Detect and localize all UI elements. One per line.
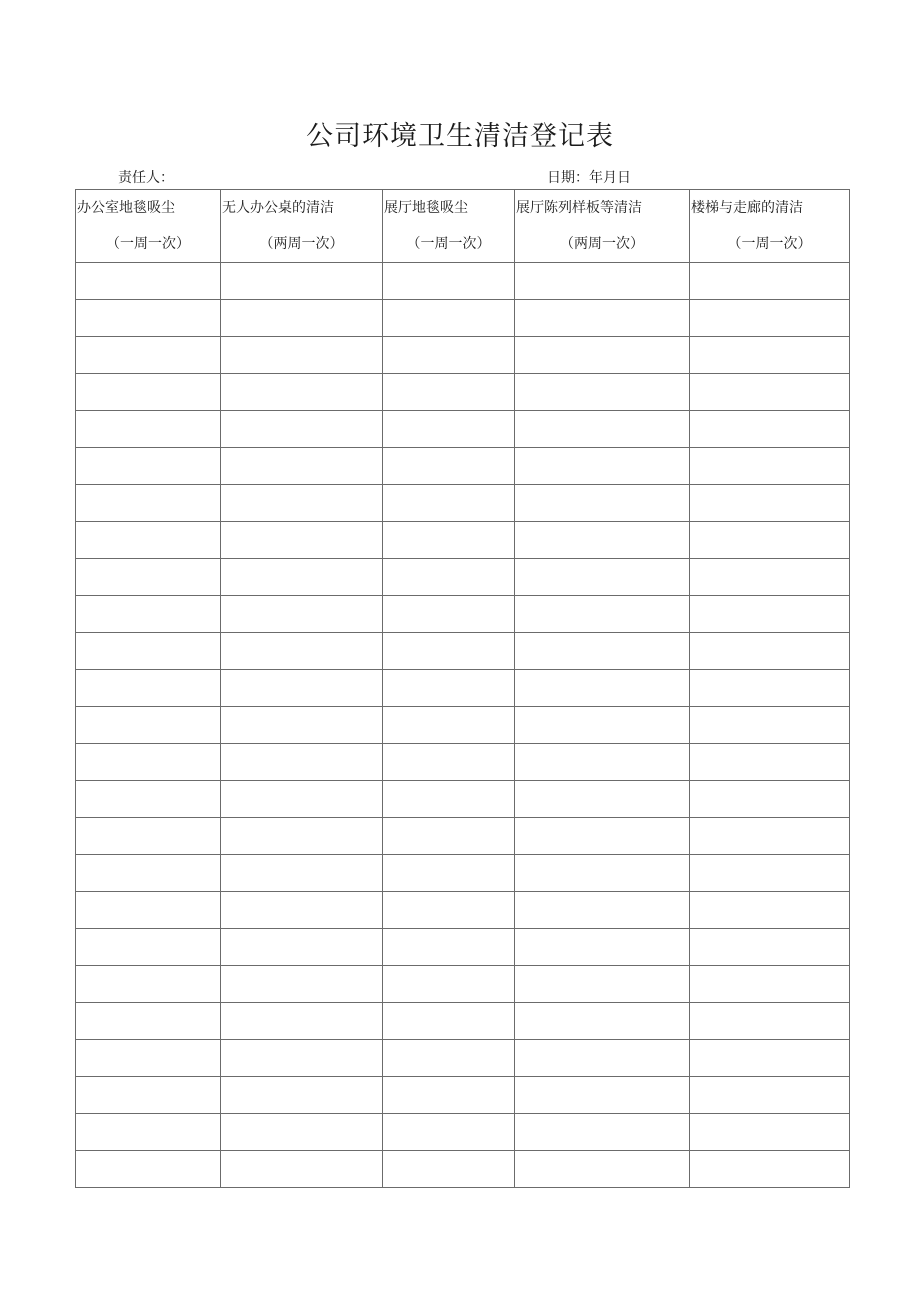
table-cell <box>383 300 515 337</box>
table-cell <box>515 263 690 300</box>
table-cell <box>76 596 221 633</box>
table-cell <box>383 892 515 929</box>
table-cell <box>221 1151 383 1188</box>
table-cell <box>221 485 383 522</box>
table-cell <box>383 485 515 522</box>
header-cell-carpet-showroom <box>383 190 515 263</box>
table-cell <box>690 374 850 411</box>
table-cell <box>383 929 515 966</box>
table-row <box>76 485 850 522</box>
table-cell <box>221 929 383 966</box>
table-cell <box>690 929 850 966</box>
table-row <box>76 522 850 559</box>
table-cell <box>515 559 690 596</box>
table-cell <box>76 1077 221 1114</box>
table-cell <box>515 929 690 966</box>
table-cell <box>690 596 850 633</box>
table-cell <box>76 1114 221 1151</box>
table-header-row <box>76 190 850 263</box>
table-cell <box>515 374 690 411</box>
table-row <box>76 707 850 744</box>
table-cell <box>515 1151 690 1188</box>
table-row <box>76 1003 850 1040</box>
table-cell <box>221 411 383 448</box>
table-cell <box>383 670 515 707</box>
table-cell <box>76 411 221 448</box>
table-cell <box>515 892 690 929</box>
table-cell <box>221 522 383 559</box>
table-cell <box>383 263 515 300</box>
table-cell <box>515 448 690 485</box>
table-cell <box>515 633 690 670</box>
table-cell <box>221 448 383 485</box>
table-cell <box>515 300 690 337</box>
header-cell-carpet-office <box>76 190 221 263</box>
table-cell <box>76 337 221 374</box>
table-cell <box>690 1003 850 1040</box>
document-title: 公司环境卫生清洁登记表 <box>306 121 614 152</box>
column-name: 展厅地毯吸尘 <box>384 200 468 216</box>
table-cell <box>690 263 850 300</box>
table-row <box>76 818 850 855</box>
table-cell <box>76 633 221 670</box>
table-cell <box>515 818 690 855</box>
column-name: 办公室地毯吸尘 <box>77 200 175 216</box>
column-name: 楼梯与走廊的清洁 <box>691 200 803 216</box>
table-cell <box>515 855 690 892</box>
table-cell <box>221 781 383 818</box>
table-body <box>76 263 850 1188</box>
table-cell <box>76 374 221 411</box>
table-cell <box>76 448 221 485</box>
table-cell <box>76 1003 221 1040</box>
table-cell <box>383 1040 515 1077</box>
table-cell <box>690 1151 850 1188</box>
table-cell <box>76 300 221 337</box>
column-frequency: （两周一次） <box>560 236 644 252</box>
table-cell <box>76 929 221 966</box>
column-frequency: （一周一次） <box>106 236 190 252</box>
table-cell <box>383 966 515 1003</box>
table-cell <box>383 596 515 633</box>
table-row <box>76 411 850 448</box>
table-row <box>76 374 850 411</box>
table-cell <box>383 374 515 411</box>
table-row <box>76 855 850 892</box>
table-cell <box>76 707 221 744</box>
table-cell <box>383 633 515 670</box>
table-cell <box>76 263 221 300</box>
header-cell-vacant-desks <box>221 190 383 263</box>
table-cell <box>383 818 515 855</box>
table-cell <box>76 559 221 596</box>
table-cell <box>515 1003 690 1040</box>
table-cell <box>383 744 515 781</box>
table-cell <box>690 633 850 670</box>
table-cell <box>515 670 690 707</box>
table-cell <box>515 485 690 522</box>
table-cell <box>221 855 383 892</box>
table-cell <box>221 966 383 1003</box>
table-row <box>76 966 850 1003</box>
table-cell <box>383 1077 515 1114</box>
table-cell <box>76 781 221 818</box>
table-cell <box>515 522 690 559</box>
table-cell <box>221 1040 383 1077</box>
table-cell <box>383 1114 515 1151</box>
table-cell <box>221 744 383 781</box>
table-cell <box>690 411 850 448</box>
table-cell <box>690 781 850 818</box>
table-row <box>76 744 850 781</box>
header-cell-showroom-samples <box>515 190 690 263</box>
table-cell <box>690 337 850 374</box>
table-cell <box>383 337 515 374</box>
table-cell <box>221 337 383 374</box>
table-cell <box>515 596 690 633</box>
table-row <box>76 1040 850 1077</box>
table-cell <box>383 855 515 892</box>
table-row <box>76 929 850 966</box>
table-row <box>76 1114 850 1151</box>
table-cell <box>515 337 690 374</box>
table-cell <box>515 781 690 818</box>
header-cell-stairs-corridors <box>690 190 850 263</box>
column-frequency: （两周一次） <box>259 236 344 252</box>
table-cell <box>383 559 515 596</box>
table-cell <box>76 1040 221 1077</box>
table-cell <box>383 411 515 448</box>
table-cell <box>383 1151 515 1188</box>
table-row <box>76 670 850 707</box>
table-cell <box>383 781 515 818</box>
table-cell <box>221 1077 383 1114</box>
table-row <box>76 559 850 596</box>
table-cell <box>690 448 850 485</box>
table-cell <box>221 559 383 596</box>
table-cell <box>690 1114 850 1151</box>
table-cell <box>515 966 690 1003</box>
table-cell <box>383 448 515 485</box>
table-row <box>76 337 850 374</box>
table-cell <box>221 1114 383 1151</box>
table-cell <box>221 707 383 744</box>
table-cell <box>76 1151 221 1188</box>
table-cell <box>515 1077 690 1114</box>
column-name: 展厅陈列样板等清洁 <box>516 200 642 216</box>
table-cell <box>690 522 850 559</box>
table-cell <box>76 670 221 707</box>
table-cell <box>221 263 383 300</box>
table-cell <box>221 633 383 670</box>
table-cell <box>690 744 850 781</box>
table-cell <box>690 485 850 522</box>
table-cell <box>76 855 221 892</box>
table-row <box>76 781 850 818</box>
responsible-person-label: 责任人： <box>118 170 174 186</box>
table-cell <box>383 522 515 559</box>
table-cell <box>515 1040 690 1077</box>
table-cell <box>76 892 221 929</box>
table-cell <box>690 1077 850 1114</box>
cleaning-register-table <box>75 189 850 1188</box>
table-cell <box>690 855 850 892</box>
table-row <box>76 1077 850 1114</box>
table-cell <box>515 1114 690 1151</box>
table-cell <box>221 374 383 411</box>
table-row <box>76 596 850 633</box>
column-frequency: （一周一次） <box>406 236 491 252</box>
table-cell <box>221 892 383 929</box>
table-cell <box>76 485 221 522</box>
table-cell <box>383 1003 515 1040</box>
table-cell <box>221 818 383 855</box>
table-row <box>76 263 850 300</box>
table-cell <box>690 966 850 1003</box>
column-name: 无人办公桌的清洁 <box>222 200 334 216</box>
table-cell <box>690 559 850 596</box>
table-cell <box>690 892 850 929</box>
table-cell <box>221 1003 383 1040</box>
table-cell <box>690 1040 850 1077</box>
table-row <box>76 300 850 337</box>
table-cell <box>690 300 850 337</box>
table-cell <box>690 670 850 707</box>
table-row <box>76 1151 850 1188</box>
column-frequency: （一周一次） <box>727 236 812 252</box>
table-row <box>76 892 850 929</box>
table-cell <box>383 707 515 744</box>
table-cell <box>76 818 221 855</box>
table-cell <box>515 707 690 744</box>
date-label: 日期：年月日 <box>547 170 631 186</box>
table-cell <box>515 411 690 448</box>
table-cell <box>76 966 221 1003</box>
table-cell <box>76 744 221 781</box>
table-row <box>76 633 850 670</box>
table-cell <box>515 744 690 781</box>
table-cell <box>221 670 383 707</box>
table-cell <box>690 818 850 855</box>
table-row <box>76 448 850 485</box>
table-cell <box>690 707 850 744</box>
table-cell <box>221 596 383 633</box>
table-cell <box>221 300 383 337</box>
table-cell <box>76 522 221 559</box>
